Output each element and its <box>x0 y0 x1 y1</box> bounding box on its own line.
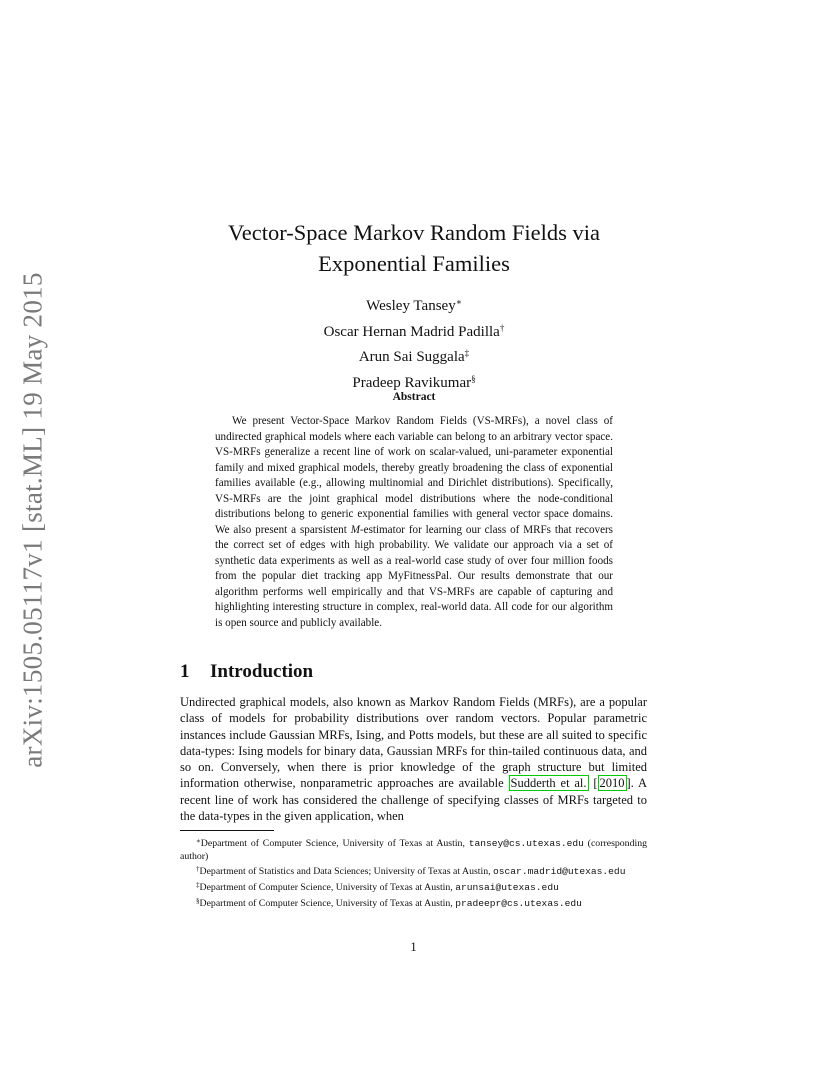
footnote-email[interactable]: pradeepr@cs.utexas.edu <box>455 897 582 909</box>
footnote-email[interactable]: oscar.madrid@utexas.edu <box>493 866 626 878</box>
footnotes <box>180 835 647 911</box>
author-name: Pradeep Ravikumar <box>352 374 472 391</box>
footnote-email[interactable]: tansey@cs.utexas.edu <box>468 838 584 849</box>
arxiv-identifier-stamp[interactable]: arXiv:1505.05117v1 [stat.ML] 19 May 2015 <box>17 272 48 768</box>
author-name: Oscar Hernan Madrid Padilla <box>323 323 500 340</box>
footnote-3 <box>180 879 647 895</box>
author-footnote-mark[interactable]: ‡ <box>464 348 470 358</box>
paper-title <box>180 217 648 279</box>
author-1 <box>180 292 648 318</box>
author-footnote-mark[interactable]: ∗ <box>455 297 462 307</box>
section-heading-introduction <box>180 660 313 684</box>
title-line-1: Vector-Space Markov Random Fields via <box>228 220 600 245</box>
footnote-affiliation: Department of Computer Science, University of Texas at Austin, <box>199 897 456 909</box>
footnote-mark: ‡ <box>196 881 200 890</box>
author-2 <box>180 318 648 344</box>
footnote-affiliation: Department of Computer Science, University of Texas at Austin, <box>199 882 456 894</box>
abstract-text-part-2: -estimator for learning our class of MRFs that recovers the correct set of edges with high probability. We validate our approach via a set of synthetic data experiments as well as a real-world case study of over four million foods from the popular diet tracking app MyFitnessPal. Our results demonstrate that our algorithm performs well empirically and that VS-MRFs are capable of capturing and highlighting interesting structure in complex, real-world data. All code for our algorithm is open source and publicly available. <box>215 523 613 629</box>
footnote-1 <box>180 835 647 863</box>
footnote-mark: † <box>196 865 200 874</box>
footnote-suffix: (corresponding author) <box>180 838 647 862</box>
citation-link-year[interactable]: 2010 <box>599 776 625 791</box>
author-footnote-mark[interactable]: § <box>471 373 476 384</box>
intro-text-part-2: . A recent line of work has considered the challenge of specifying classes of MRFs targeted to the data-types in the given application, when <box>180 776 648 824</box>
section-title: Introduction <box>210 661 314 682</box>
author-3 <box>180 343 648 369</box>
footnote-affiliation: Department of Statistics and Data Sciences; University of Texas at Austin, <box>199 866 494 878</box>
math-m: M <box>350 523 360 536</box>
abstract-text <box>215 414 613 631</box>
intro-text-part-1: Undirected graphical models, also known as Markov Random Fields (MRFs), are a popular class of models for probability distributions over random vectors. Popular parametric instances include Gaussian MRFs, Ising, and Potts models, but these are all suited to specific data-types: Ising models for binary data, Gaussian MRFs for thin-tailed continuous data, and so on. Conversely, when there is prior knowledge of the graph structure but limited information otherwise, nonparametric approaches are available <box>180 695 647 791</box>
footnote-affiliation: Department of Computer Science, University of Texas at Austin, <box>200 838 469 849</box>
page-number: 1 <box>410 940 417 954</box>
footnote-email[interactable]: arunsai@utexas.edu <box>455 882 559 894</box>
footnote-mark: § <box>196 896 200 905</box>
author-name: Wesley Tansey <box>366 298 456 314</box>
author-name: Arun Sai Suggala <box>358 349 465 365</box>
footnote-2 <box>180 863 647 879</box>
footnote-mark: ∗ <box>196 837 201 845</box>
abstract-heading: Abstract <box>392 391 436 403</box>
section-number: 1 <box>180 661 190 682</box>
footnote-4 <box>180 895 647 911</box>
introduction-paragraph: Undirected graphical models, also known as Markov Random Fields (MRFs), are a popular class of models for probability distributions over random vectors. Popular parametric instances include Gaussian MRFs, Ising, and Potts models, but these are all suited to specific data-types: Ising models for binary data, Gaussian MRFs for thin-tailed continuous data, and so on. Conversely, when there is prior knowledge of the graph structure but limited information otherwise, nonparametric approaches are available Sudderth et al. [ 2010 ]. A recent line of work has considered the challenge of specifying classes of MRFs targeted to the data-types in the given application, when <box>180 695 648 824</box>
citation-link-author[interactable]: Sudderth et al. <box>510 776 587 791</box>
title-line-2: Exponential Families <box>318 251 510 276</box>
footnote-separator <box>180 830 274 831</box>
author-footnote-mark[interactable]: † <box>499 322 505 333</box>
author-list <box>180 292 648 394</box>
abstract-text-part-1: We present Vector-Space Markov Random Fields (VS-MRFs), a novel class of undirected graphical models where each variable can belong to an arbitrary vector space. VS-MRFs generalize a recent line of work on scalar-valued, uni-parameter exponential family and mixed graphical models, thereby greatly broadening the class of exponential families available (e.g., allowing multinomial and Dirichlet distributions). Specifically, VS-MRFs are the joint graphical model distributions where the node-conditional distributions belong to generic exponential families with general vector space domains. We also present a sparsistent <box>215 415 613 536</box>
